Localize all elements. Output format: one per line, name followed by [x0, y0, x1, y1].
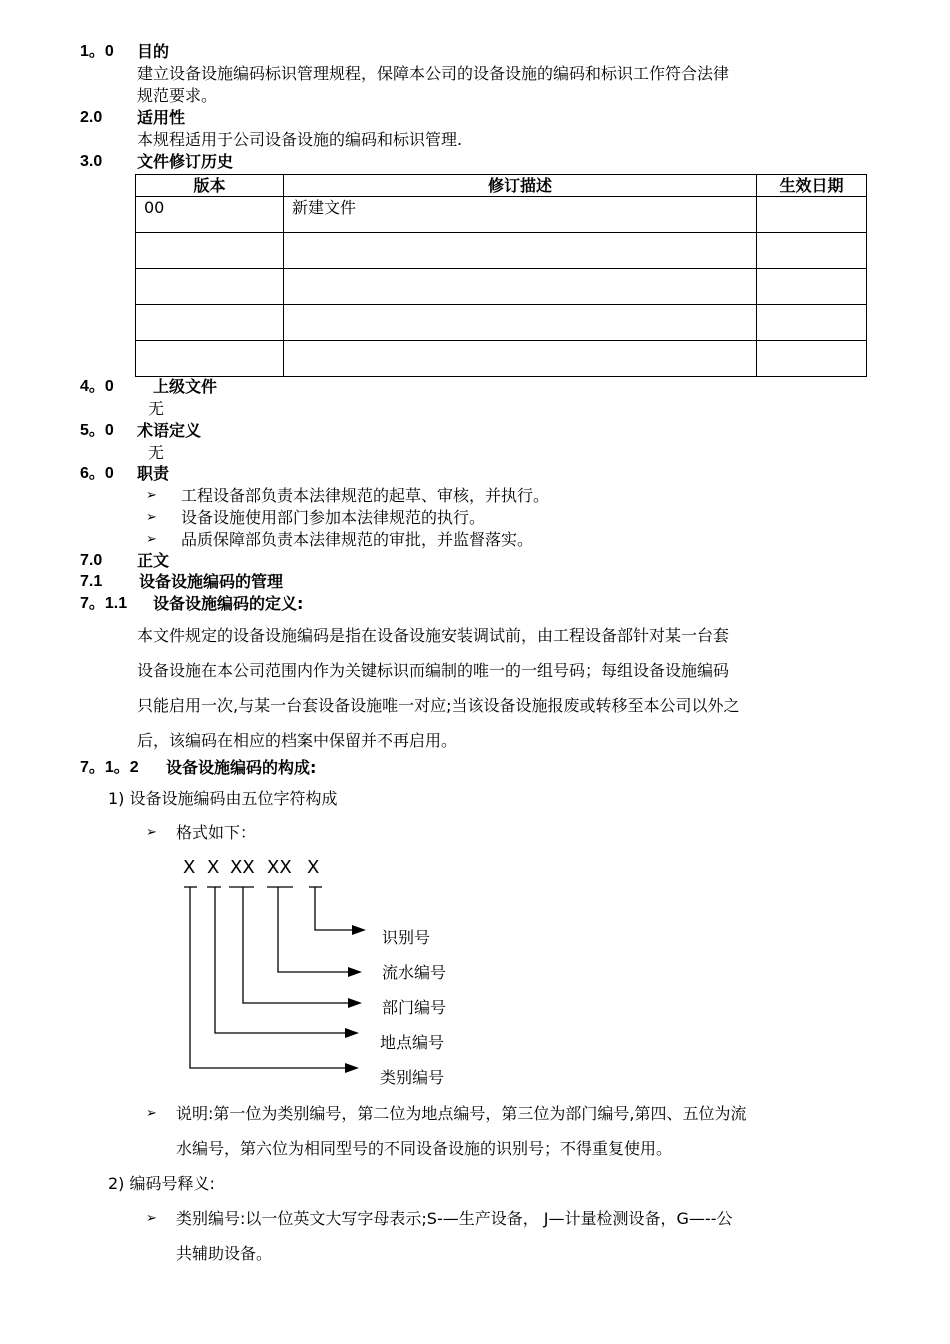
bullet-arrow-icon: ➢ — [146, 510, 157, 525]
paragraph-line: 只能启用一次,与某一台套设备设施唯一对应;当该设备设施报废或转移至本公司以外之 — [137, 696, 740, 715]
paragraph-line: 建立设备设施编码标识管理规程，保障本公司的设备设施的编码和标识工作符合法律 — [137, 64, 730, 83]
bullet-item: 格式如下： — [176, 823, 257, 842]
section-title: 适用性 — [137, 108, 186, 127]
diagram-label: 部门编号 — [382, 998, 447, 1017]
paragraph-line: 本文件规定的设备设施编码是指在设备设施安装调试前，由工程设备部针对某一台套 — [137, 626, 730, 645]
paragraph-line: 设备设施在本公司范围内作为关键标识而编制的唯一的一组号码；每组设备设施编码 — [137, 661, 730, 680]
bullet-arrow-icon: ➢ — [146, 532, 157, 547]
bullet-item: 工程设备部负责本法律规范的起草、审核，并执行。 — [181, 486, 550, 505]
section-title: 目的 — [137, 42, 170, 61]
paragraph-line: 后，该编码在相应的档案中保留并不再启用。 — [137, 731, 458, 750]
section-number: 5。0 — [80, 422, 114, 439]
diagram-label: 类别编号 — [380, 1068, 445, 1087]
bullet-arrow-icon: ➢ — [146, 825, 157, 840]
section-title: 文件修订历史 — [137, 152, 234, 171]
section-number: 6。0 — [80, 465, 114, 482]
code-part: XX — [267, 857, 292, 878]
code-part: X — [307, 857, 320, 878]
section-number: 2.0 — [80, 109, 103, 126]
list-item: 1) 设备设施编码由五位字符构成 — [108, 789, 338, 808]
paragraph-line: 无 — [148, 399, 165, 418]
section-title: 职责 — [137, 464, 170, 483]
section-title: 设备设施编码的管理 — [139, 572, 284, 591]
diagram-label: 地点编号 — [380, 1033, 445, 1052]
section-number: 3.0 — [80, 153, 103, 170]
list-item: 2) 编码号释义: — [108, 1174, 215, 1193]
diagram-label: 识别号 — [382, 928, 431, 947]
bullet-arrow-icon: ➢ — [146, 1106, 157, 1121]
bullet-item-continued: 共辅助设备。 — [176, 1244, 273, 1263]
section-title: 正文 — [137, 551, 170, 570]
section-number: 7。1.1 — [80, 595, 128, 612]
bullet-arrow-icon: ➢ — [146, 1211, 157, 1226]
code-part: X — [183, 857, 196, 878]
bullet-item-continued: 水编号，第六位为相同型号的不同设备设施的识别号；不得重复使用。 — [176, 1139, 673, 1158]
diagram-label: 流水编号 — [382, 963, 447, 982]
bullet-item: 品质保障部负责本法律规范的审批，并监督落实。 — [181, 530, 534, 549]
section-title: 设备设施编码的定义: — [153, 594, 304, 613]
paragraph-line: 本规程适用于公司设备设施的编码和标识管理. — [137, 130, 463, 149]
section-number: 7。1。2 — [80, 759, 139, 776]
section-number: 1。0 — [80, 43, 114, 60]
column-header: 版本 — [136, 175, 284, 197]
column-header: 生效日期 — [757, 175, 867, 197]
section-title: 设备设施编码的构成: — [166, 758, 317, 777]
bullet-item: 类别编号:以一位英文大写字母表示;S-—生产设备， J—计量检测设备，G—--公 — [176, 1209, 733, 1228]
code-part: X — [207, 857, 220, 878]
paragraph-line: 规范要求。 — [137, 86, 218, 105]
table-cell: 新建文件 — [284, 197, 757, 233]
code-part: XX — [230, 857, 255, 878]
table-cell: 00 — [136, 197, 284, 233]
section-title: 上级文件 — [153, 377, 218, 396]
paragraph-line: 无 — [148, 443, 165, 462]
column-header: 修订描述 — [284, 175, 757, 197]
section-title: 术语定义 — [137, 421, 202, 440]
section-number: 7.0 — [80, 552, 103, 569]
bullet-item: 说明:第一位为类别编号，第二位为地点编号，第三位为部门编号,第四、五位为流 — [176, 1104, 747, 1123]
bullet-arrow-icon: ➢ — [146, 488, 157, 503]
section-number: 7.1 — [80, 573, 103, 590]
bullet-item: 设备设施使用部门参加本法律规范的执行。 — [181, 508, 486, 527]
section-number: 4。0 — [80, 378, 114, 395]
